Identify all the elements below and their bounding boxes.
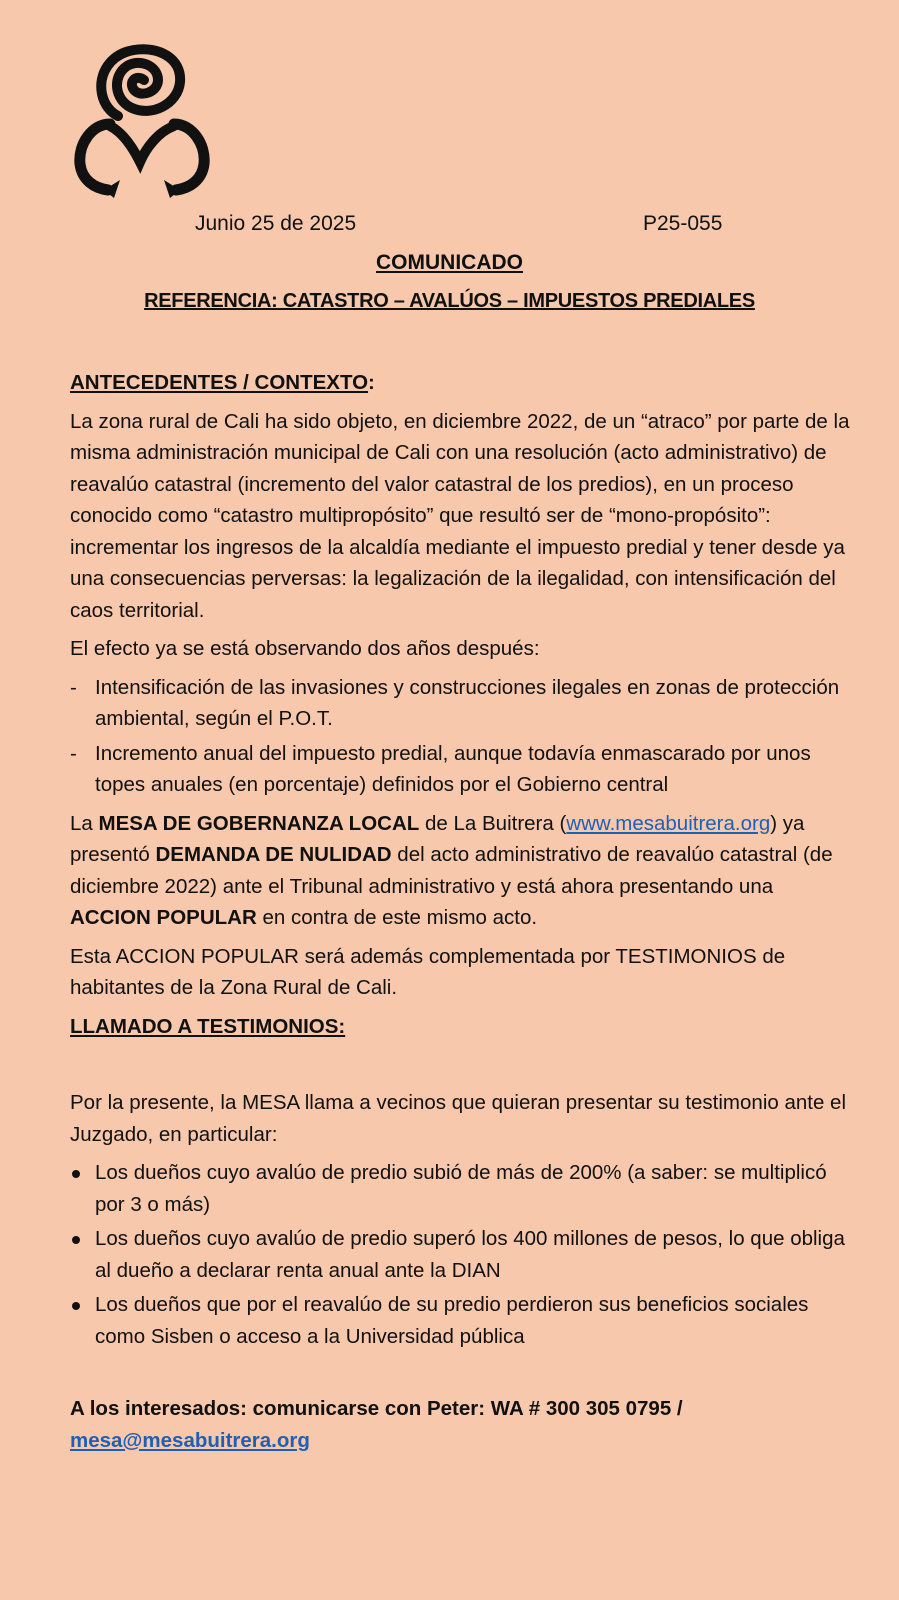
call-heading: LLAMADO A TESTIMONIOS:: [70, 1014, 346, 1038]
bullet-marker: [72, 1236, 80, 1244]
context-heading: ANTECEDENTES / CONTEXTO:: [70, 371, 375, 394]
list-item: Los dueños cuyo avalúo de predio superó los 400 millones de pesos, lo que obliga al dueño a declarar renta anual ante la DIAN: [70, 1223, 850, 1286]
context-paragraph: La zona rural de Cali ha sido objeto, en diciembre 2022, de un “atraco” por parte de la misma administración municipal de Cali con una resolución (acto administrativo) de reavalúo catastral (incremento del valor catastral de los predios), en un proceso conocido como “catastro multipropósito” que resultó ser de “mono-propósito”: incrementar los ingresos de la alcaldía mediante el impuesto predial y tener desde ya una consecuencias perversas: la legalización de la ilegalidad, con intensificación del caos territorial.: [70, 409, 850, 622]
document-body: [70, 367, 850, 1463]
list-item: - Incremento anual del impuesto predial, aunque todavía enmascarado por unos topes anuales (en porcentaje) definidos por el Gobierno central: [70, 738, 850, 801]
dash-marker: -: [70, 675, 77, 699]
call-list: [70, 1157, 850, 1352]
contact-paragraph: [70, 1393, 850, 1456]
website-link[interactable]: www.mesabuitrera.org: [566, 811, 771, 835]
bullet-marker: [72, 1302, 80, 1310]
spiral-logo-icon: [70, 40, 215, 205]
testimonios-note: Esta ACCION POPULAR será además complementada por TESTIMONIOS de habitantes de la Zona Rural de Cali.: [70, 944, 786, 999]
organization-logo: [70, 40, 215, 205]
document-code: P25-055: [643, 212, 723, 235]
contact-text: A los interesados: comunicarse con Peter: WA # 300 305 0795 /: [70, 1397, 683, 1420]
bullet-marker: [72, 1170, 80, 1178]
list-item: - Intensificación de las invasiones y construcciones ilegales en zonas de protección ambiental, según el P.O.T.: [70, 672, 850, 735]
list-item: Los dueños cuyo avalúo de predio subió de más de 200% (a saber: se multiplicó por 3 o más): [70, 1157, 850, 1220]
call-intro: Por la presente, la MESA llama a vecinos que quieran presentar su testimonio ante el Juzgado, en particular:: [70, 1091, 847, 1146]
effect-intro: El efecto ya se está observando dos años después:: [70, 637, 540, 660]
mesa-paragraph: La MESA DE GOBERNANZA LOCAL de La Buitrera (www.mesabuitrera.org) ya presentó DEMANDA DE NULIDAD del acto administrativo de reavalúo catastral (de diciembre 2022) ante el Tribunal administrativo y está ahora presentando una ACCION POPULAR en contra de este mismo acto.: [70, 811, 833, 929]
effects-list: [70, 672, 850, 801]
date-line: [0, 212, 899, 242]
email-link[interactable]: mesa@mesabuitrera.org: [70, 1428, 310, 1452]
list-item: Los dueños que por el reavalúo de su predio perdieron sus beneficios sociales como Sisben o acceso a la Universidad pública: [70, 1289, 850, 1352]
document-reference: REFERENCIA: CATASTRO – AVALÚOS – IMPUESTOS PREDIALES: [144, 290, 755, 312]
document-date: Junio 25 de 2025: [195, 212, 357, 235]
document-title: COMUNICADO: [376, 251, 523, 274]
dash-marker: -: [70, 741, 77, 765]
